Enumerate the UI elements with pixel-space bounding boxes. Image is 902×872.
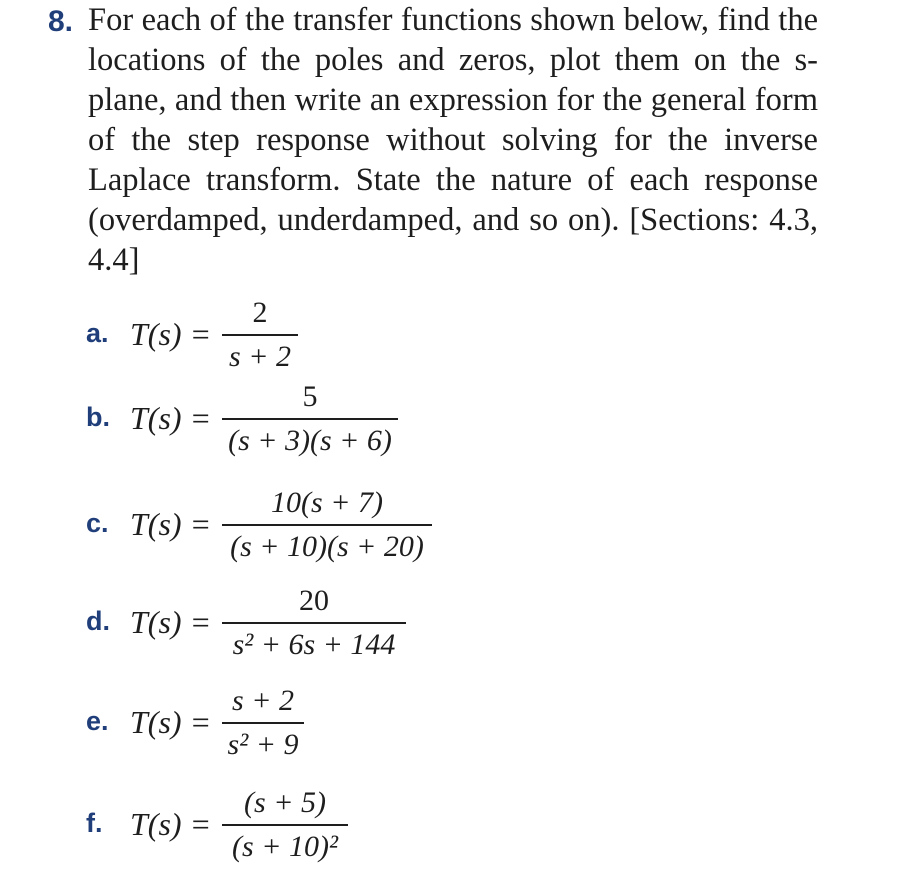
problem-number: 8. xyxy=(48,5,74,38)
problem-statement: For each of the transfer functions shown below, find the locations of the poles and zeros, plot them on the s-plane, and then write an expression for the general form of the step response without solving for the inverse Laplace transform. State the nature of each response (overdamped, underdamped, and so on). [Sections: 4.3, 4.4] xyxy=(88,2,818,278)
denominator: s² + 6s + 144 xyxy=(232,627,396,661)
part-label: e. xyxy=(86,706,109,736)
denominator: s + 2 xyxy=(229,339,291,373)
fraction xyxy=(222,380,398,458)
numerator: s + 2 xyxy=(232,684,294,717)
part-lhs: T(s) = xyxy=(130,604,212,640)
fraction-bar xyxy=(222,334,298,336)
part-label: b. xyxy=(86,402,110,432)
numerator: 5 xyxy=(302,380,318,413)
part-label: f. xyxy=(86,808,103,838)
fraction xyxy=(222,684,304,762)
numerator: 10(s + 7) xyxy=(271,486,383,519)
part-lhs: T(s) = xyxy=(130,400,212,436)
part-lhs: T(s) = xyxy=(130,506,212,542)
fraction-bar xyxy=(222,824,348,826)
part-lhs: T(s) = xyxy=(130,806,212,842)
fraction-bar xyxy=(222,722,304,724)
fraction-bar xyxy=(222,418,398,420)
denominator: (s + 3)(s + 6) xyxy=(228,423,392,457)
fraction xyxy=(222,296,298,374)
fraction xyxy=(222,486,432,564)
fraction xyxy=(222,786,348,864)
part-label: d. xyxy=(86,606,110,636)
numerator: 20 xyxy=(299,584,329,617)
fraction-bar xyxy=(222,622,406,624)
denominator: s² + 9 xyxy=(227,727,299,761)
denominator: (s + 10)² xyxy=(232,829,338,863)
denominator: (s + 10)(s + 20) xyxy=(230,529,424,563)
numerator: 2 xyxy=(252,296,268,329)
part-lhs: T(s) = xyxy=(130,316,212,352)
numerator: (s + 5) xyxy=(244,786,326,819)
part-label: c. xyxy=(86,508,109,538)
part-label: a. xyxy=(86,318,109,348)
part-lhs: T(s) = xyxy=(130,704,212,740)
fraction xyxy=(222,584,406,662)
fraction-bar xyxy=(222,524,432,526)
